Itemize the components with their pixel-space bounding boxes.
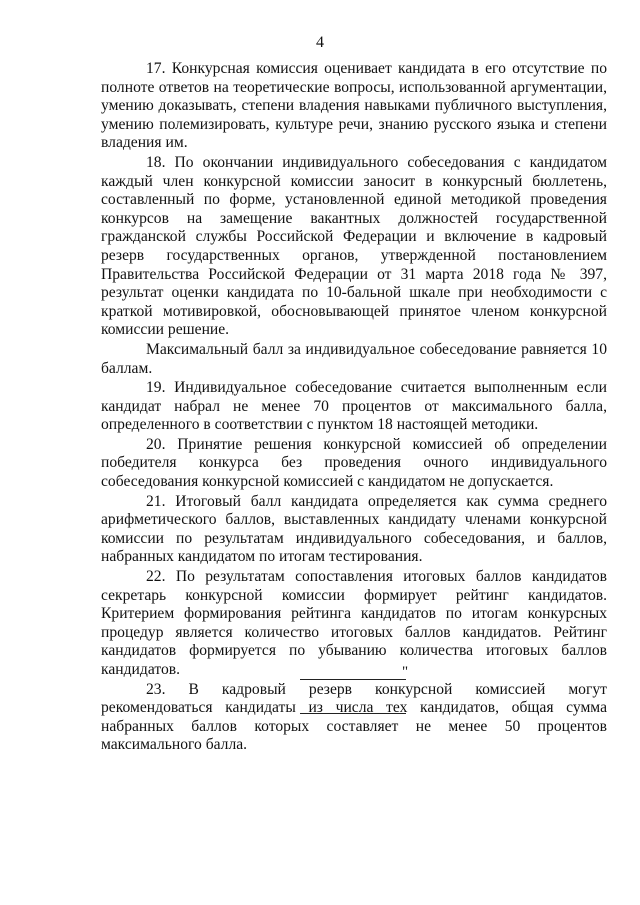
- paragraph-20: 20. Принятие решения конкурсной комиссией об определении победителя конкурса без проведения очного индивидуального собеседования конкурсной комиссией с кандидатом не допускается.: [101, 435, 607, 491]
- paragraph-17: 17. Конкурсная комиссия оценивает кандидата в его отсутствие по полноте ответов на теоретические вопросы, использованной аргументации, умению доказывать, степени владения навыками публичного выступления, умению полемизировать, культуре речи, знанию русского языка и степени владения им.: [101, 60, 607, 152]
- closing-quote-mark: ": [402, 664, 409, 680]
- page-number: 4: [316, 34, 324, 51]
- paragraph-21: 21. Итоговый балл кандидата определяется как сумма среднего арифметического баллов, выставленных кандидату членами конкурсной комиссии по результатам индивидуального собеседования, и баллов, набранных кандидатом по итогам тестирования.: [101, 492, 607, 566]
- closing-line-top: [300, 678, 406, 680]
- paragraph-23: 23. В кадровый резерв конкурсной комиссией могут рекомендоваться кандидаты из числа тех кандидатов, общая сумма набранных баллов которых составляет не менее 50 процентов максимального балла.: [101, 680, 607, 754]
- document-body: [101, 60, 607, 755]
- paragraph-22: 22. По результатам сопоставления итоговых баллов кандидатов секретарь конкурсной комиссии формирует рейтинг кандидатов. Критерием формирования рейтинга кандидатов по итогам конкурсных процедур является количество итоговых баллов кандидатов. Рейтинг кандидатов формируется по убыванию количества итоговых баллов кандидатов.: [101, 568, 607, 678]
- closing-line-bottom: [300, 712, 406, 714]
- paragraph-18: 18. По окончании индивидуального собеседования с кандидатом каждый член конкурсной комиссии заносит в конкурсный бюллетень, составленный по форме, установленной единой методикой проведения конкурсов на замещение вакантных должностей государственной гражданской службы Российской Федерации и включение в кадровый резерв государственных органов, утвержденной постановлением Правительства Российской Федерации от 31 марта 2018 года № 397, результат оценки кандидата по 10-бальной шкале при необходимости с краткой мотивировкой, обосновывающей принятое членом конкурсной комиссии решение.: [101, 153, 607, 339]
- paragraph-max-score: Максимальный балл за индивидуальное собеседование равняется 10 баллам.: [101, 340, 607, 377]
- paragraph-19: 19. Индивидуальное собеседование считается выполненным если кандидат набрал не менее 70 процентов от максимального балла, определенного в соответствии с пунктом 18 настоящей методики.: [101, 379, 607, 434]
